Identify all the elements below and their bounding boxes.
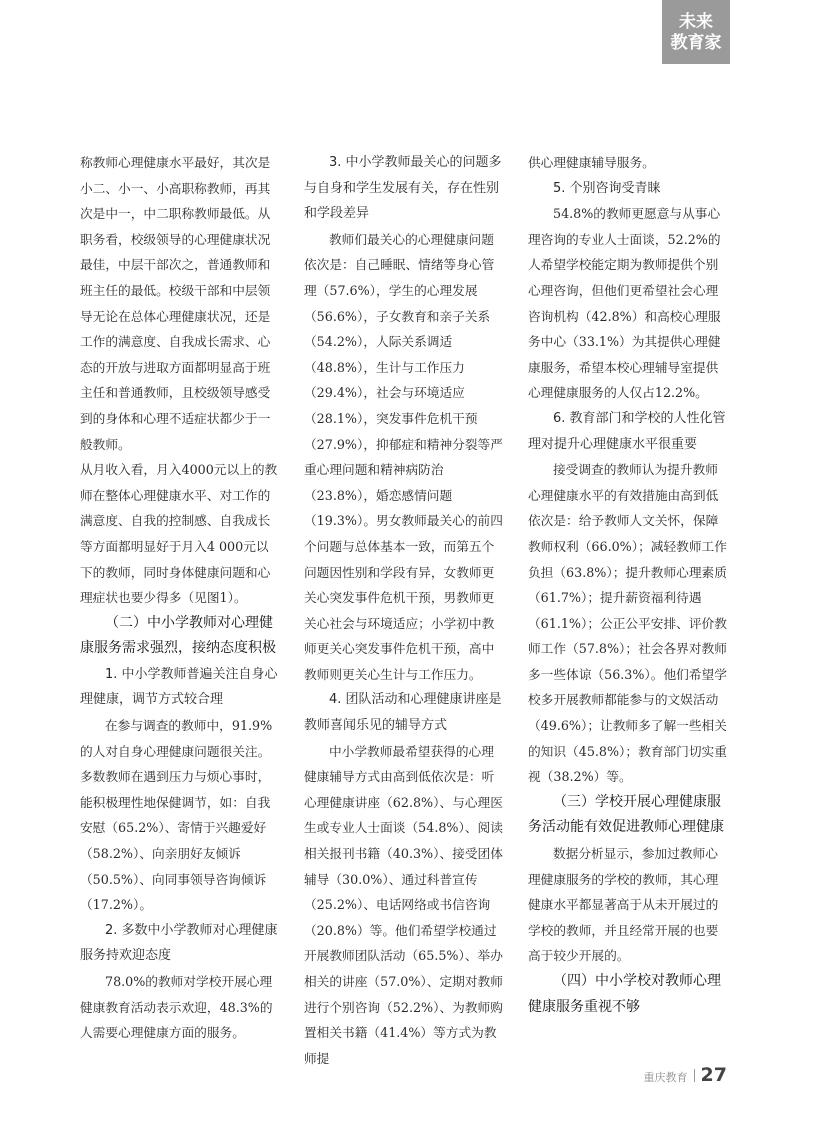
paragraph: 78.0%的教师对学校开展心理健康教育活动表示欢迎，48.3%的人需要心理健康方面的服务。 [80, 974, 273, 1041]
badge-line-2: 教育家 [670, 33, 722, 53]
journal-name: 重庆教育 [643, 1071, 688, 1084]
subheading: 2. 多数中小学教师对心理健康服务持欢迎态度 [80, 922, 278, 964]
subheading: 6. 教育部门和学校的人性化管理对提升心理健康水平很重要 [528, 410, 726, 452]
paragraph: 接受调查的教师认为提升教师心理健康水平的有效措施由高到低依次是：给予教师人文关怀，保障教师权利（66.0%）；减轻教师工作负担（63.8%）；提升教师心理素质（61.7%）；提升薪资福利待遇（61.1%）；公正公平安排、评价教师工作（57.8%）；社会各界对教师多一些体谅（56.3%）。他们希望学校多开展教师都能参与的文娱活动（49.6%）；让教师多了解一些相关的知识（45.8%）；教育部门切实重视（38.2%）等。 [528, 462, 727, 785]
paragraph: 供心理健康辅导服务。 [528, 155, 655, 170]
paragraph: 在参与调查的教师中，91.9%的人对自身心理健康问题很关注。多数教师在遇到压力与烦心事时，能积极理性地保健调节，如：自我安慰（65.2%）、寄情于兴趣爱好（58.2%）、向亲朋好友倾诉（50.5%）、向同事领导咨询倾诉（17.2%）。 [80, 718, 273, 913]
paragraph: 教师们最关心的心理健康问题依次是：自己睡眠、情绪等身心管理（57.6%），学生的心理发展（56.6%），子女教育和亲子关系（54.2%），人际关系调适（48.8%），生计与工作压力（29.4%），社会与环境适应（28.1%），突发事件危机干预（27.9%），抑郁症和精神分裂等严重心理问题和精神病防治（23.8%），婚恋感情问题（19.3%）。男女教师最关心的前四个问题与总体基本一致，而第五个问题因性别和学段有异，女教师更关心突发事件危机干预，男教师更关心社会与环境适应；小学初中教师更关心突发事件危机干预，高中教师则更关心生计与工作压力。 [304, 231, 503, 682]
badge-line-1: 未来 [679, 12, 713, 32]
paragraph: 从月收入看，月入4000元以上的教师在整体心理健康水平、对工作的满意度、自我的控制感、自我成长等方面都明显好于月入4 000元以下的教师，同时身体健康问题和心理症状也要少得多（见图1）。 [80, 462, 278, 606]
subheading: 1. 中小学教师普遍关注自身心理健康，调节方式较合理 [80, 666, 278, 708]
section-badge [662, 0, 730, 64]
section-heading: （三）学校开展心理健康服务活动能有效促进教师心理健康 [528, 793, 724, 836]
text-column-2 [304, 150, 504, 1071]
page-footer [644, 1064, 727, 1086]
page-number: 27 [700, 1064, 727, 1086]
paragraph: 中小学教师最希望获得的心理健康辅导方式由高到低依次是：听心理健康讲座（62.8%）、与心理医生或专业人士面谈（54.8%）、阅读相关报刊书籍（40.3%）、接受团体辅导（30.0%）、通过科普宣传（25.2%）、电话网络或书信咨询（20.8%）等。他们希望学校通过开展教师团队活动（65.5%）、举办相关的讲座（57.0%）、定期对教师进行个别咨询（52.2%）、为教师购置相关书籍（41.4%）等方式为教师提 [304, 743, 503, 1066]
paragraph: 54.8%的教师更愿意与从事心理咨询的专业人士面谈，52.2%的人希望学校能定期为教师提供个别心理咨询，但他们更希望社会心理咨询机构（42.8%）和高校心理服务中心（33.1%）为其提供心理健康服务，希望本校心理辅导室提供心理健康服务的人仅占12.2%。 [528, 206, 721, 401]
paragraph: 称教师心理健康水平最好，其次是小二、小一、小高职称教师，再其次是中一，中二职称教师最低。从职务看，校级领导的心理健康状况最佳，中层干部次之，普通教师和班主任的最低。校级干部和中层领导无论在总体心理健康状况，还是工作的满意度、自我成长需求、心态的开放与进取方面都明显高于班主任和普通教师，且校级领导感受到的身体和心理不适症状都少于一般教师。 [80, 155, 271, 452]
text-column-1 [80, 150, 280, 1046]
paragraph: 数据分析显示，参加过教师心理健康服务的学校的教师，其心理健康水平都显著高于从未开展过的学校的教师，并且经常开展的也要高于较少开展的。 [528, 846, 719, 964]
subheading: 5. 个别咨询受青睐 [553, 180, 661, 196]
section-heading: （二）中小学教师对心理健康服务需求强烈，接纳态度积极 [80, 614, 276, 657]
text-column-3 [528, 150, 728, 1020]
footer-divider [694, 1069, 695, 1082]
section-heading: （四）中小学校对教师心理健康服务重视不够 [528, 973, 721, 1015]
subheading: 4. 团队活动和心理健康讲座是教师喜闻乐见的辅导方式 [304, 692, 502, 734]
subheading: 3. 中小学教师最关心的问题多与自身和学生发展有关，存在性别和学段差异 [304, 155, 502, 222]
